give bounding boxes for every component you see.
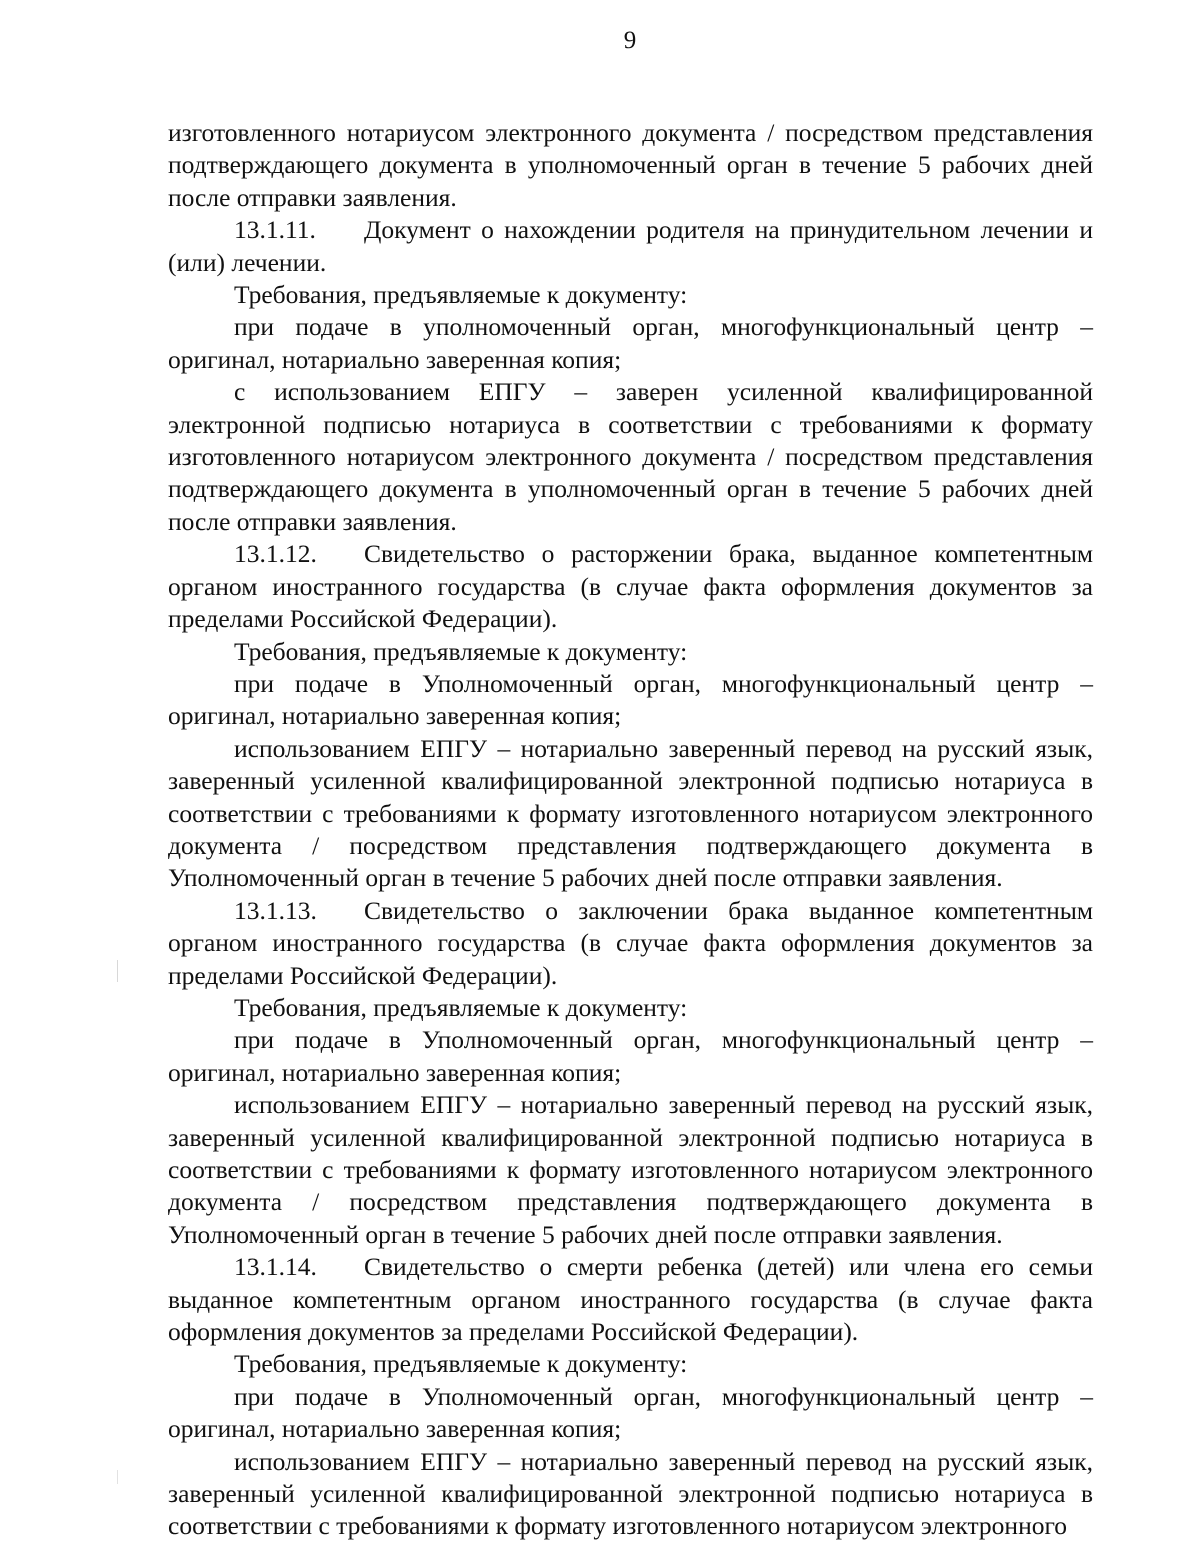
paragraph-text: Свидетельство о расторжении брака, выданное компетентным органом иностранного государства (в случае факта оформления документов за пределами Российской Федерации). xyxy=(168,539,1093,634)
paragraph-text: при подаче в уполномоченный орган, многофункциональный центр – оригинал, нотариально заверенная копия; xyxy=(168,312,1093,374)
paragraph-text: при подаче в Уполномоченный орган, многофункциональный центр – оригинал, нотариально заверенная копия; xyxy=(168,668,1093,731)
paragraph-item-13-1-14 xyxy=(168,1251,1093,1348)
paragraph-text: Документ о нахождении родителя на принудительном лечении и (или) лечении. xyxy=(168,215,1093,277)
paragraph-item-13-1-13 xyxy=(168,895,1093,992)
paragraph-paper-submission xyxy=(168,311,1093,376)
paragraph-paper-submission xyxy=(168,668,1093,733)
paragraph-text: с использованием ЕПГУ – заверен усиленной квалифицированной электронной подписью нотариуса в соответствии с требованиями к формату изготовленного нотариусом электронного документа / посредством представления подтверждающего документа в уполномоченный орган в течение 5 рабочих дней после отправки заявления. xyxy=(168,377,1093,536)
paragraph-epgu-submission xyxy=(168,733,1093,895)
paragraph-continuation xyxy=(168,117,1093,214)
paragraph-paper-submission xyxy=(168,1381,1093,1446)
paragraph-text: Требования, предъявляемые к документу: xyxy=(234,1349,688,1379)
item-number: 13.1.13. xyxy=(234,895,317,925)
paragraph-paper-submission xyxy=(168,1024,1093,1089)
scan-artifact xyxy=(117,1470,118,1484)
paragraph-text: изготовленного нотариусом электронного документа / посредством представления подтверждающего документа в уполномоченный орган в течение 5 рабочих дней после отправки заявления. xyxy=(168,118,1093,212)
paragraph-text: Свидетельство о заключении брака выданное компетентным органом иностранного государства (в случае факта оформления документов за пределами Российской Федерации). xyxy=(168,895,1093,990)
item-number: 13.1.12. xyxy=(234,539,317,569)
paragraph-text: Требования, предъявляемые к документу: xyxy=(234,280,688,310)
paragraph-text: использованием ЕПГУ – нотариально заверенный перевод на русский язык, заверенный усиленной квалифицированной электронной подписью нотариуса в соответствии с требованиями к формату изготовленного нотариусом электронного xyxy=(168,1446,1093,1541)
page-number: 9 xyxy=(623,27,637,54)
paragraph-text: при подаче в Уполномоченный орган, многофункциональный центр – оригинал, нотариально заверенная копия; xyxy=(168,1381,1093,1444)
paragraph-epgu-submission xyxy=(168,376,1093,538)
paragraph-item-13-1-11 xyxy=(168,214,1093,279)
document-body xyxy=(168,117,1093,1543)
item-number: 13.1.14. xyxy=(234,1252,317,1282)
paragraph-text: Требования, предъявляемые к документу: xyxy=(234,636,688,666)
scan-artifact xyxy=(117,960,118,982)
paragraph-requirements xyxy=(168,636,1093,668)
paragraph-epgu-submission-truncated xyxy=(168,1446,1093,1543)
item-number: 13.1.11. xyxy=(234,215,316,245)
paragraph-text: использованием ЕПГУ – нотариально заверенный перевод на русский язык, заверенный усиленной квалифицированной электронной подписью нотариуса в соответствии с требованиями к формату изготовленного нотариусом электронного документа / посредством представления подтверждающего документа в Уполномоченный орган в течение 5 рабочих дней после отправки заявления. xyxy=(168,1090,1093,1249)
paragraph-epgu-submission xyxy=(168,1089,1093,1251)
paragraph-requirements xyxy=(168,992,1093,1024)
paragraph-text: использованием ЕПГУ – нотариально заверенный перевод на русский язык, заверенный усиленной квалифицированной электронной подписью нотариуса в соответствии с требованиями к формату изготовленного нотариусом электронного документа / посредством представления подтверждающего документа в Уполномоченный орган в течение 5 рабочих дней после отправки заявления. xyxy=(168,733,1093,893)
paragraph-text: Требования, предъявляемые к документу: xyxy=(234,992,688,1022)
paragraph-requirements xyxy=(168,279,1093,311)
paragraph-text: при подаче в Уполномоченный орган, многофункциональный центр – оригинал, нотариально заверенная копия; xyxy=(168,1025,1093,1087)
paragraph-text: Свидетельство о смерти ребенка (детей) или члена его семьи выданное компетентным органом иностранного государства (в случае факта оформления документов за пределами Российской Федерации). xyxy=(168,1252,1093,1347)
paragraph-item-13-1-12 xyxy=(168,538,1093,635)
paragraph-requirements xyxy=(168,1348,1093,1380)
